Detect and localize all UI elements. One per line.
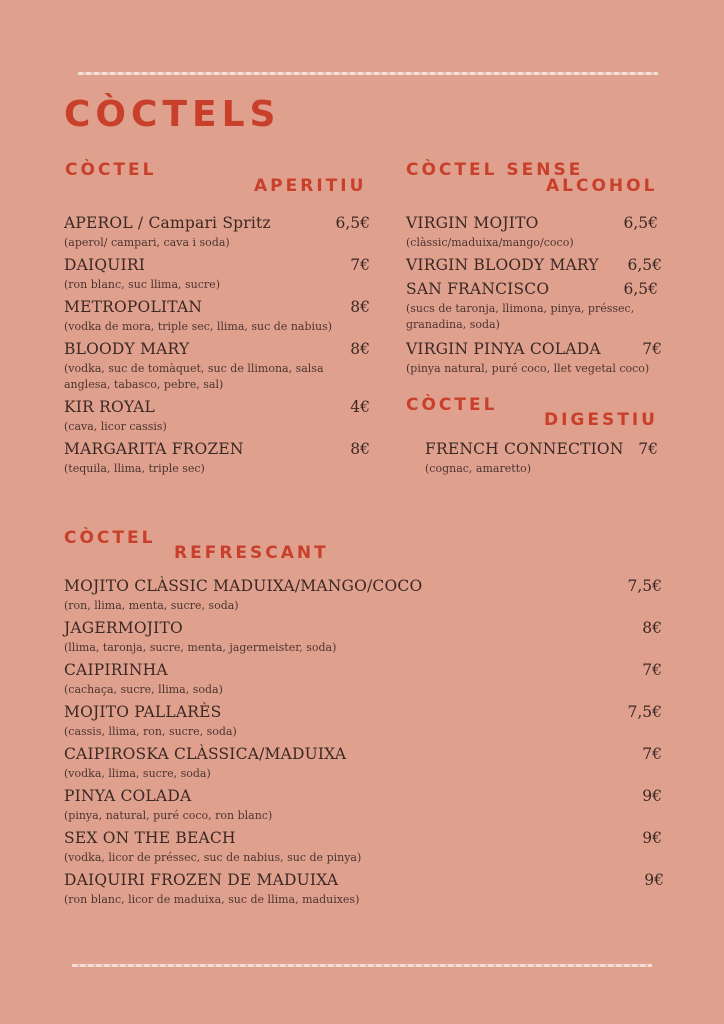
item-name: PINYA COLADA	[64, 787, 192, 805]
item-price: 6,5€	[623, 280, 658, 298]
section-refrescant-title-1: CÒCTEL	[64, 528, 156, 548]
item-name: MOJITO CLÀSSIC MADUIXA/MANGO/COCO	[64, 577, 423, 595]
menu-item	[64, 745, 662, 782]
item-price: 6,5€	[623, 214, 658, 232]
item-description: (tequila, llima, triple sec)	[64, 462, 205, 475]
item-name: DAIQUIRI FROZEN DE MADUIXA	[64, 871, 339, 889]
item-name: JAGERMOJITO	[64, 619, 183, 637]
section-sense-alcohol-title-2: ALCOHOL	[546, 176, 658, 196]
item-description: (ron, llima, menta, sucre, soda)	[64, 599, 239, 612]
item-name: MOJITO PALLARÈS	[64, 703, 222, 721]
menu-item	[64, 440, 370, 477]
item-description: (llima, taronja, sucre, menta, jagermeister, soda)	[64, 641, 337, 654]
item-name: VIRGIN BLOODY MARY	[406, 256, 599, 274]
item-price: 8€	[350, 340, 370, 358]
item-price: 7€	[642, 745, 662, 763]
item-description: (pinya, natural, puré coco, ron blanc)	[64, 809, 273, 822]
item-name: DAIQUIRI	[64, 256, 146, 274]
item-description: (cognac, amaretto)	[425, 462, 531, 475]
item-price: 8€	[642, 619, 662, 637]
menu-item	[406, 280, 658, 333]
menu-item	[64, 787, 662, 824]
item-name: VIRGIN MOJITO	[406, 214, 539, 232]
menu-item	[64, 661, 662, 698]
item-name: BLOODY MARY	[64, 340, 190, 358]
item-description: (pinya natural, puré coco, llet vegetal coco)	[406, 362, 650, 375]
item-description: (vodka de mora, triple sec, llima, suc de nabius)	[64, 320, 333, 333]
menu-item	[64, 619, 662, 656]
menu-item	[425, 440, 658, 477]
item-price: 7€	[638, 440, 658, 458]
item-description: (vodka, llima, sucre, soda)	[64, 767, 211, 780]
item-name: APEROL / Campari Spritz	[64, 214, 271, 232]
item-price: 7€	[350, 256, 370, 274]
page-title: CÒCTELS	[64, 94, 281, 135]
menu-item	[64, 871, 664, 908]
item-name: METROPOLITAN	[64, 298, 203, 316]
section-aperitiu-title-2: APERITIU	[254, 176, 367, 196]
menu-item	[64, 256, 370, 293]
item-description: (sucs de taronja, llimona, pinya, préssec, granadina, soda)	[406, 302, 635, 331]
section-aperitiu-title-1: CÒCTEL	[65, 160, 157, 180]
item-description: (vodka, suc de tomàquet, suc de llimona, salsa anglesa, tabasco, pebre, sal)	[64, 362, 324, 391]
menu-item	[64, 340, 370, 393]
item-description: (ron blanc, licor de maduixa, suc de llima, maduixes)	[64, 893, 360, 906]
item-price: 9€	[644, 871, 664, 889]
section-digestiu-title-2: DIGESTIU	[544, 410, 658, 430]
section-sense-alcohol-title-1: CÒCTEL SENSE	[406, 160, 584, 180]
item-name: KIR ROYAL	[64, 398, 155, 416]
menu-item	[406, 256, 662, 274]
item-description: (aperol/ campari, cava i soda)	[64, 236, 230, 249]
item-price: 8€	[350, 440, 370, 458]
menu-item	[64, 214, 370, 251]
item-price: 6,5€	[335, 214, 370, 232]
menu-item	[64, 577, 662, 614]
item-description: (clàssic/maduixa/mango/coco)	[406, 236, 574, 249]
item-price: 8€	[350, 298, 370, 316]
item-description: (cachaça, sucre, llima, soda)	[64, 683, 223, 696]
menu-item	[64, 703, 662, 740]
item-name: SEX ON THE BEACH	[64, 829, 236, 847]
item-name: FRENCH CONNECTION	[425, 440, 624, 458]
item-name: VIRGIN PINYA COLADA	[406, 340, 601, 358]
item-price: 6,5€	[627, 256, 662, 274]
item-description: (vodka, licor de préssec, suc de nabius, suc de pinya)	[64, 851, 362, 864]
item-name: SAN FRANCISCO	[406, 280, 550, 298]
bottom-divider	[72, 964, 652, 967]
item-description: (cava, licor cassis)	[64, 420, 167, 433]
item-price: 7,5€	[627, 703, 662, 721]
menu-item	[406, 340, 662, 377]
menu-item	[406, 214, 658, 251]
section-digestiu-title-1: CÒCTEL	[406, 395, 498, 415]
item-name: CAIPIRINHA	[64, 661, 168, 679]
item-name: MARGARITA FROZEN	[64, 440, 244, 458]
menu-item	[64, 829, 662, 866]
section-refrescant-title-2: REFRESCANT	[174, 543, 329, 563]
item-description: (ron blanc, suc llima, sucre)	[64, 278, 220, 291]
top-divider	[78, 72, 658, 75]
item-price: 9€	[642, 787, 662, 805]
item-price: 9€	[642, 829, 662, 847]
item-price: 7€	[642, 661, 662, 679]
item-price: 4€	[350, 398, 370, 416]
menu-item	[64, 298, 370, 335]
item-price: 7€	[642, 340, 662, 358]
item-price: 7,5€	[627, 577, 662, 595]
item-description: (cassis, llima, ron, sucre, soda)	[64, 725, 237, 738]
item-name: CAIPIROSKA CLÀSSICA/MADUIXA	[64, 745, 347, 763]
menu-item	[64, 398, 370, 435]
